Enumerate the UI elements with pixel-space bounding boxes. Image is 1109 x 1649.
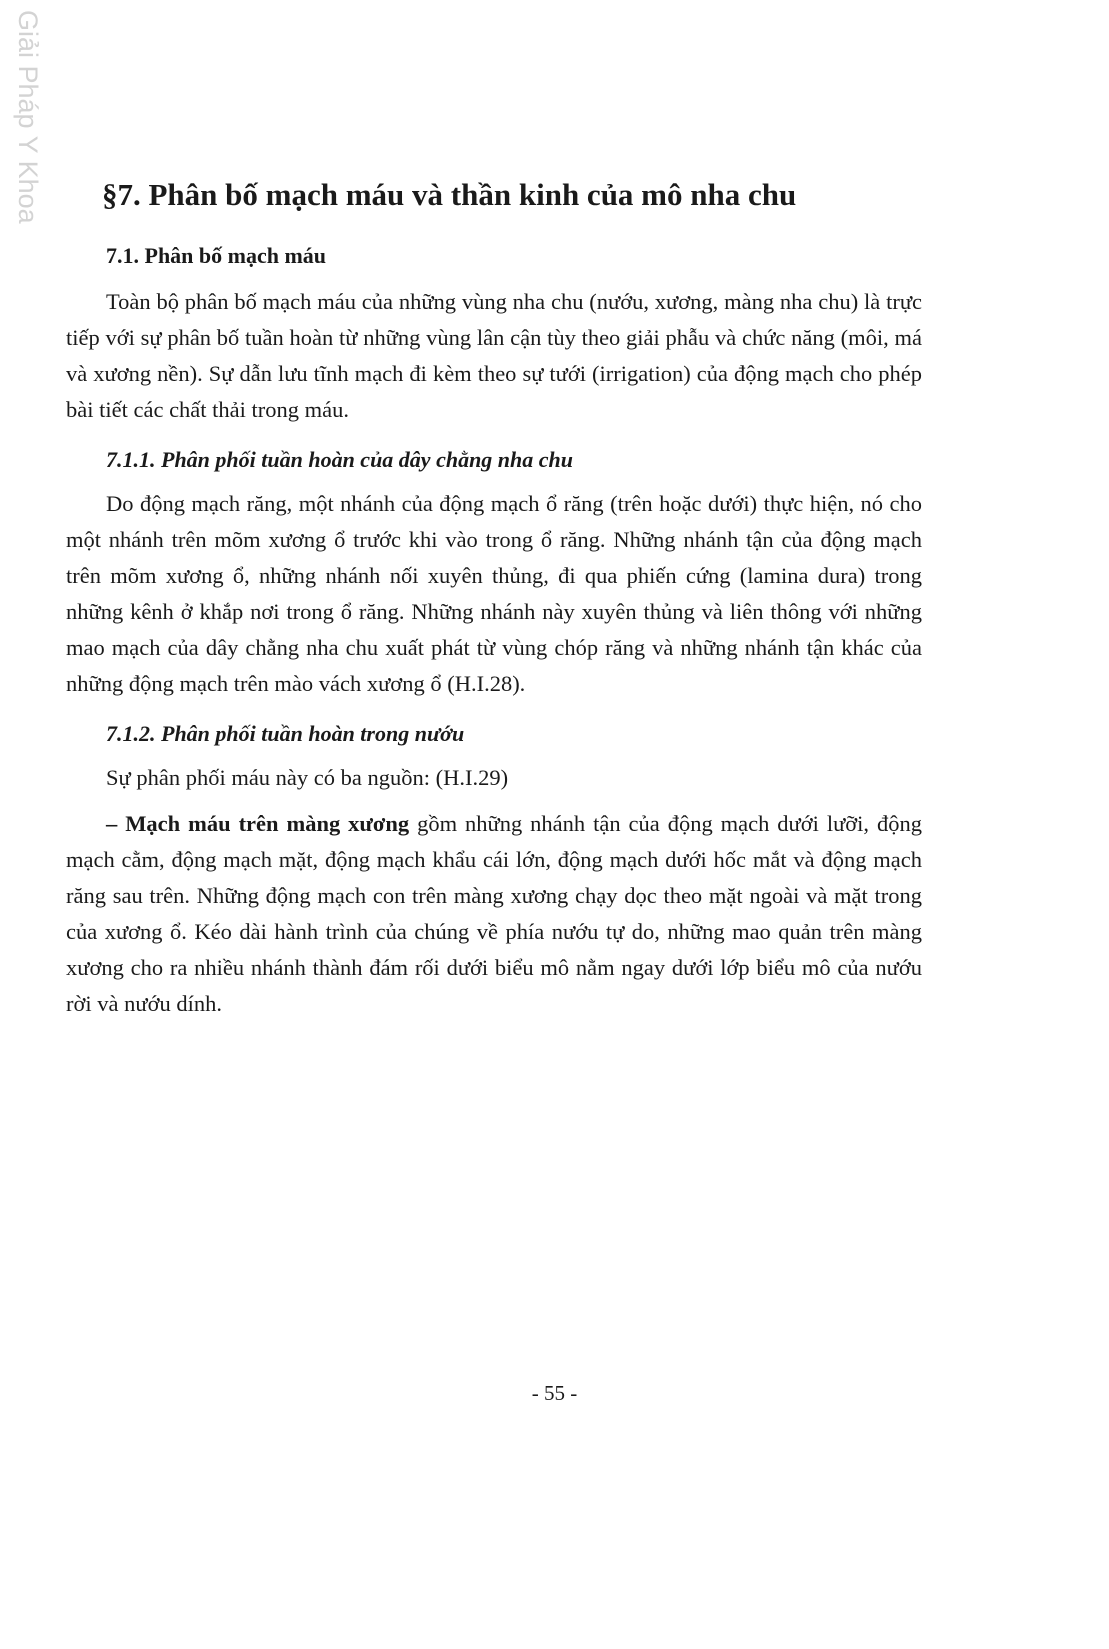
subsection-title-7-1-2: 7.1.2. Phân phối tuần hoàn trong nướu [106, 721, 465, 746]
watermark-text: Giải Pháp Y Khoa [13, 10, 43, 224]
section-title: §7. Phân bố mạch máu và thần kinh của mô nha chu [102, 177, 797, 212]
subsection-title-7-1-1: 7.1.1. Phân phối tuần hoàn của dây chằng nha chu [106, 447, 574, 472]
subsection-title-7-1: 7.1. Phân bố mạch máu [106, 243, 327, 268]
paragraph-7-1-2-intro: Sự phân phối máu này có ba nguồn: (H.I.29) [106, 765, 509, 790]
paragraph-7-1: Toàn bộ phân bố mạch máu của những vùng nha chu (nướu, xương, màng nha chu) là trực tiếp với sự phân bố tuần hoàn từ những vùng lân cận tùy theo giải phẫu và chức năng (môi, má và xương nền). Sự dẫn lưu tĩnh mạch đi kèm theo sự tưới (irrigation) của động mạch cho phép bài tiết các chất thải trong máu. [66, 289, 922, 422]
item-lead-text: – Mạch máu trên màng xương [106, 811, 410, 836]
paragraph-7-1-2-item [66, 806, 922, 1022]
paragraph-7-1-1: Do động mạch răng, một nhánh của động mạch ổ răng (trên hoặc dưới) thực hiện, nó cho một nhánh trên mõm xương ổ trước khi vào trong ổ răng. Những nhánh tận của động mạch trên mõm xương ổ, những nhánh nối xuyên thủng, đi qua phiến cứng (lamina dura) trong những kênh ở khắp nơi trong ổ răng. Những nhánh này xuyên thủng và liên thông với những mao mạch của dây chằng nha chu xuất phát từ vùng chóp răng và những nhánh tận khác của những động mạch trên mào vách xương ổ (H.I.28). [66, 491, 922, 696]
page-number: - 55 - [531, 1381, 578, 1405]
page-content [66, 170, 922, 1022]
item-body-text: gồm những nhánh tận của động mạch dưới lưỡi, động mạch cằm, động mạch mặt, động mạch khẩu cái lớn, động mạch dưới hốc mắt và động mạch răng sau trên. Những động mạch con trên màng xương chạy dọc theo mặt ngoài và mặt trong của xương ổ. Kéo dài hành trình của chúng về phía nướu tự do, những mao quản trên màng xương cho ra nhiều nhánh thành đám rối dưới biểu mô nằm ngay dưới lớp biểu mô của nướu rời và nướu dính. [66, 811, 922, 1016]
